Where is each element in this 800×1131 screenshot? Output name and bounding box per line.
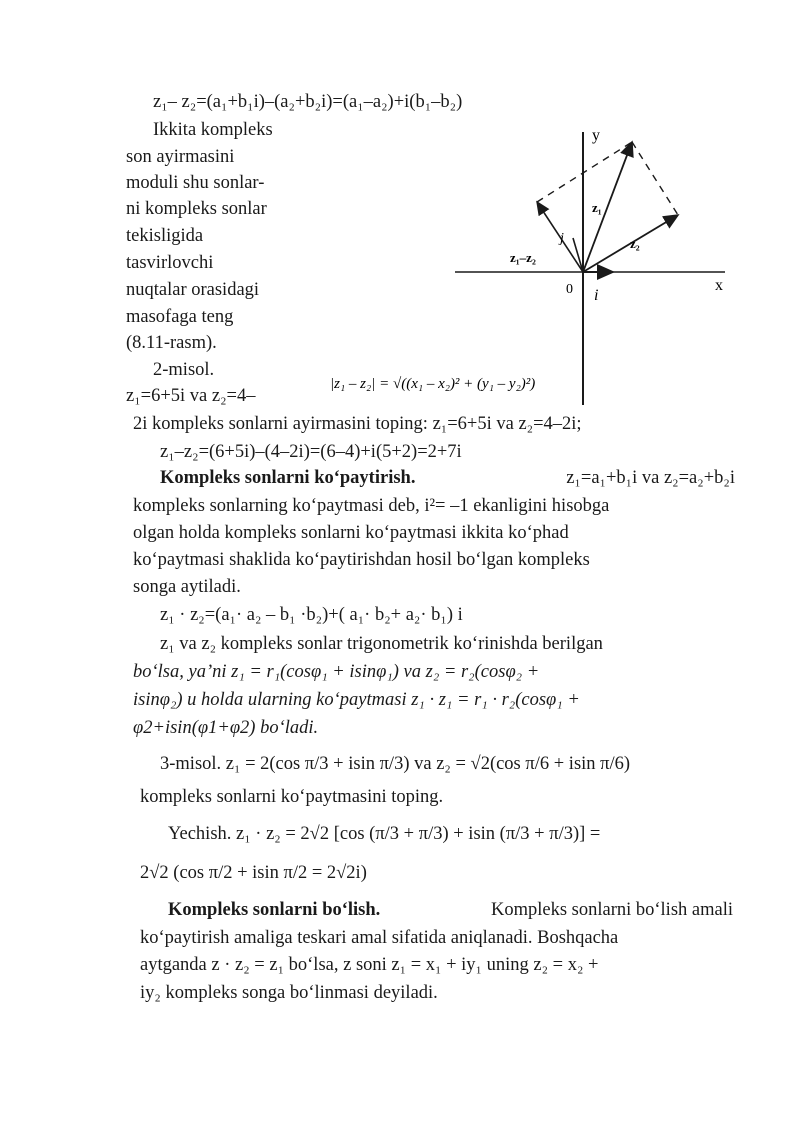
text-line-6: tasvirlovchi [126, 253, 214, 273]
text-line-8: masofaga teng [126, 307, 234, 327]
complex-plane-figure [330, 120, 750, 410]
example-2-solution: z₁–z₂=(6+5i)–(4–2i)=(6–4)+i(5+2)=2+7i [160, 442, 462, 462]
z1-label: z₁ [592, 200, 602, 215]
text-line-33: iy₂ kompleks songa bo‘linmasi deyiladi. [140, 983, 438, 1003]
complex-plane-diagram [330, 120, 750, 410]
multiplication-heading-line [160, 466, 735, 490]
text-line-21: z₁ va z₂ kompleks sonlar trigonometrik ko‘rinishda berilgan [160, 634, 603, 654]
text-line-2 [126, 145, 301, 169]
division-definition-start: Kompleks sonlarni bo‘lish amali [490, 900, 733, 920]
z2-label: z₂ [630, 236, 640, 251]
product-formula: z₁ · z₂=(a₁· a₂ – b₁ ·b₂)+( a₁· b₂+ a₂· b₁) i [160, 605, 463, 625]
text-line-2-content: son ayirmasini [126, 147, 235, 167]
text-line-3: moduli shu sonlar- [126, 173, 265, 193]
text-line-24: φ2+isin(φ1+φ2) bo‘ladi. [133, 718, 319, 738]
division-heading-line [168, 898, 733, 922]
example-3-statement: 3-misol. z₁ = 2(cos π/3 + isin π/3) va z₂ = √2(cos π/6 + isin π/6) [160, 754, 631, 774]
text-line-32: aytganda z · z₂ = z₁ bo‘lsa, z soni z₁ = x₁ + iy₁ uning z₂ = x₂ + [140, 955, 599, 975]
dashed-side-1 [537, 142, 632, 202]
text-line-23: isinφ₂) u holda ularning ko‘paytmasi z₁ · z₁ = r₁ · r₂(cosφ₁ + [133, 690, 580, 710]
example-2-statement: z₁=6+5i va z₂=4– [126, 386, 256, 406]
text-line-18: ko‘paytmasi shaklida ko‘paytirishdan hosil bo‘lgan kompleks [133, 550, 590, 570]
y-axis-label: y [592, 127, 600, 144]
multiplication-definition-start: z₁=a₁+b₁i va z₂=a₂+b₂i [566, 468, 735, 488]
difference-label: z₁–z₂ [510, 250, 536, 265]
division-heading: Kompleks sonlarni bo‘lish. [168, 900, 381, 920]
distance-formula: |z₁ – z₂| = √((x₁ – x₂)² + (y₁ – y₂)²) [330, 376, 536, 392]
multiplication-heading: Kompleks sonlarni ko‘paytirish. [160, 468, 416, 488]
text-line-5: tekisligida [126, 226, 204, 246]
text-line-9: (8.11-rasm). [126, 333, 217, 353]
text-line-26: kompleks sonlarni ko‘paytmasini toping. [140, 787, 444, 807]
text-line-1: Ikkita kompleks [153, 120, 273, 140]
example-2-statement-continued: 2i kompleks sonlarni ayirmasini toping: z₁=6+5i va z₂=4–2i; [133, 414, 582, 434]
text-line-19: songa aytiladi. [133, 577, 241, 597]
dashed-side-2 [632, 142, 678, 215]
solution-line-2: 2√2 (cos π/2 + isin π/2 = 2√2i) [140, 863, 367, 883]
text-line-4: ni kompleks sonlar [126, 199, 267, 219]
i-label: i [594, 287, 599, 304]
z1-vector [583, 142, 632, 272]
x-axis-label: x [715, 277, 723, 294]
difference-formula: z₁– z₂=(a₁+b₁i)–(a₂+b₂i)=(a₁–a₂)+i(b₁–b₂) [153, 92, 463, 112]
text-line-31: ko‘paytirish amaliga teskari amal sifatida aniqlanadi. Boshqacha [140, 928, 619, 948]
text-line-16: kompleks sonlarning ko‘paytmasi deb, i²= –1 ekanligini hisobga [133, 496, 610, 516]
origin-label: 0 [566, 282, 573, 297]
solution-line-1: Yechish. z₁ · z₂ = 2√2 [cos (π/3 + π/3) + isin (π/3 + π/3)] = [168, 824, 601, 844]
j-unit-arrow [573, 238, 583, 272]
text-line-22: bo‘lsa, ya’ni z₁ = r₁(cosφ₁ + isinφ₁) va z₂ = r₂(cosφ₂ + [133, 662, 540, 682]
j-label: j [560, 231, 564, 246]
text-line-7: nuqtalar orasidagi [126, 280, 260, 300]
example-2-heading: 2-misol. [153, 360, 215, 380]
text-line-17: olgan holda kompleks sonlarni ko‘paytmasi ikkita ko‘phad [133, 523, 569, 543]
